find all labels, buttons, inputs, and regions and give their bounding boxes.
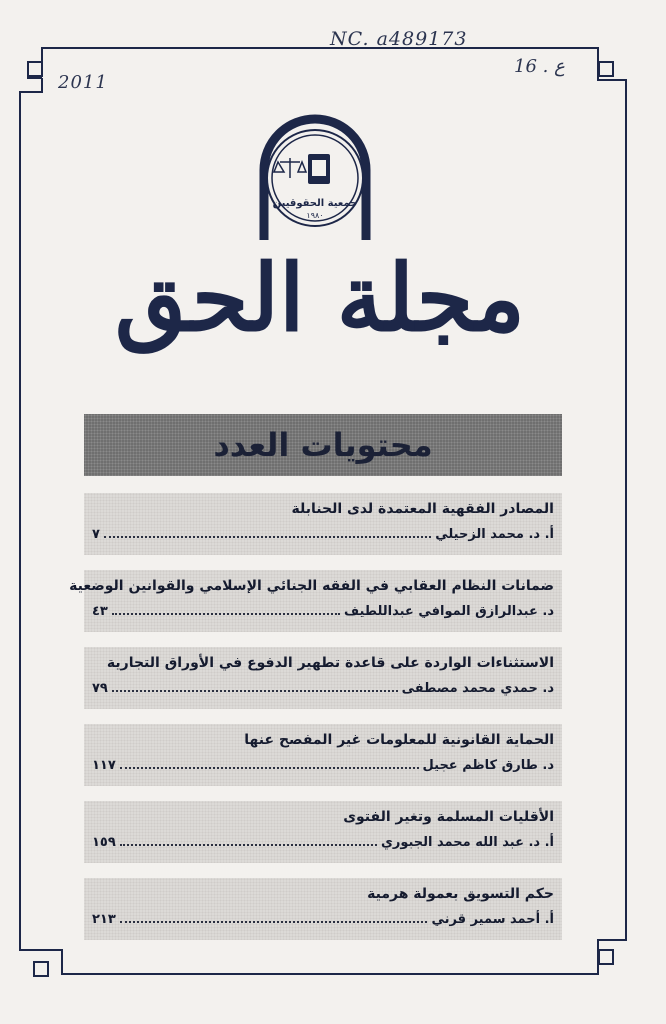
author-line bbox=[92, 758, 554, 773]
article-title: حكم التسويق بعمولة هرمية bbox=[367, 886, 554, 902]
leader-dots bbox=[120, 766, 419, 769]
toc-entry bbox=[84, 647, 562, 709]
author-line bbox=[92, 912, 554, 927]
page-number: ٧ bbox=[92, 527, 100, 542]
article-author: أ. د. محمد الزحيلي bbox=[435, 527, 554, 542]
leader-dots bbox=[120, 920, 428, 923]
leader-dots bbox=[104, 535, 431, 538]
article-author: أ. أحمد سمير قرني bbox=[431, 912, 554, 927]
toc-entry bbox=[84, 801, 562, 863]
contents-heading: محتويات العدد bbox=[84, 414, 562, 476]
svg-text:١٩٨٠: ١٩٨٠ bbox=[306, 211, 324, 220]
page-number: ١١٧ bbox=[92, 758, 116, 773]
leader-dots bbox=[112, 689, 398, 692]
page-number: ٤٣ bbox=[92, 604, 108, 619]
article-title: ضمانات النظام العقابي في الفقه الجنائي الإسلامي والقوانين الوضعية bbox=[69, 578, 554, 594]
article-title: الاستثناءات الواردة على قاعدة تطهير الدفوع في الأوراق التجارية bbox=[106, 655, 554, 671]
toc-entry bbox=[84, 878, 562, 940]
author-line bbox=[92, 681, 554, 696]
svg-text:جمعية الحقوقيين: جمعية الحقوقيين bbox=[272, 198, 358, 209]
article-title: الحماية القانونية للمعلومات غير المفصح عنها bbox=[244, 732, 554, 748]
magazine-title: مجلة الحق bbox=[114, 244, 526, 352]
leader-dots bbox=[112, 612, 340, 615]
association-emblem bbox=[250, 110, 380, 240]
toc-entry bbox=[84, 724, 562, 786]
page-number: ١٥٩ bbox=[92, 835, 116, 850]
page-number: ٢١٣ bbox=[92, 912, 116, 927]
toc-entry bbox=[84, 493, 562, 555]
table-of-contents bbox=[69, 493, 562, 955]
article-author: أ. د. عبد الله محمد الجبوري bbox=[380, 835, 554, 850]
article-author: د. حمدي محمد مصطفى bbox=[401, 681, 554, 696]
toc-entry bbox=[69, 570, 562, 632]
article-author: د. طارق كاظم عجيل bbox=[422, 758, 554, 773]
year-note: 2011 bbox=[58, 72, 108, 93]
leader-dots bbox=[120, 843, 377, 846]
issue-note: 16 . ع bbox=[514, 56, 565, 77]
page-number: ٧٩ bbox=[92, 681, 108, 696]
article-author: د. عبدالرازق الموافي عبداللطيف bbox=[344, 604, 554, 619]
author-line bbox=[92, 527, 554, 542]
author-line bbox=[92, 604, 554, 619]
author-line bbox=[92, 835, 554, 850]
article-title: المصادر الفقهية المعتمدة لدى الحنابلة bbox=[291, 501, 554, 517]
catalog-code: NC. a489173 bbox=[330, 28, 468, 50]
article-title: الأقليات المسلمة وتغير الفتوى bbox=[343, 809, 554, 825]
